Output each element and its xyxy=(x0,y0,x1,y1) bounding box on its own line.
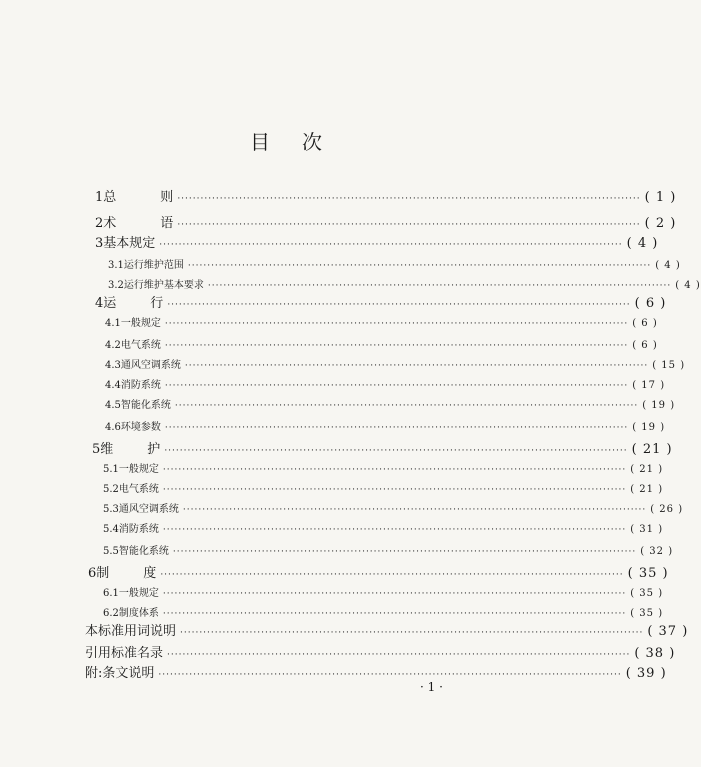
toc-entry-page: ( 26 ) xyxy=(650,504,684,515)
toc-entry[interactable] xyxy=(103,584,664,604)
toc-entry[interactable] xyxy=(95,186,677,206)
toc-entry-label: 运 xyxy=(103,296,117,311)
toc-entry-page: ( 19 ) xyxy=(632,422,666,433)
toc-entry[interactable] xyxy=(103,542,674,562)
toc-entry-label: 消防系统 xyxy=(120,380,161,391)
toc-entry[interactable] xyxy=(108,256,681,276)
toc-entry-number: 1 xyxy=(95,190,104,205)
toc-entry-page: ( 1 ) xyxy=(644,190,677,205)
toc-entry-label: 一般规定 xyxy=(118,588,159,599)
toc-entry-label: 通风空调系统 xyxy=(120,360,181,371)
toc-entry-number: 4.1 xyxy=(105,318,121,329)
toc-leader-dots: ························································································································ xyxy=(164,423,629,433)
toc-entry[interactable] xyxy=(92,438,673,458)
toc-entry-page: ( 39 ) xyxy=(625,666,667,681)
toc-entry[interactable] xyxy=(85,642,676,662)
toc-entry-page: ( 6 ) xyxy=(632,340,658,351)
toc-entry-page: ( 37 ) xyxy=(647,624,689,639)
toc-leader-dots: ························································································································ xyxy=(167,650,631,660)
toc-entry-label: 智能化系统 xyxy=(120,400,171,411)
toc-entry-label: 则 xyxy=(160,190,174,205)
toc-leader-dots: ························································································································ xyxy=(158,670,622,680)
toc-entry-page: ( 31 ) xyxy=(630,524,664,535)
toc-entry-label: 一般规定 xyxy=(120,318,161,329)
toc-entry-page: ( 21 ) xyxy=(630,464,664,475)
toc-leader-dots: ························································································································ xyxy=(164,341,629,351)
toc-entry-label: 本标准用词说明 xyxy=(85,624,177,639)
toc-entry-page: ( 4 ) xyxy=(626,236,659,251)
toc-entry[interactable] xyxy=(103,520,664,540)
toc-entry[interactable] xyxy=(103,460,664,480)
toc-leader-dots: ························································································································ xyxy=(162,465,627,475)
toc-entry-page: ( 38 ) xyxy=(634,646,676,661)
toc-entry-label: 行 xyxy=(150,296,164,311)
toc-entry-label: 制 xyxy=(96,566,110,581)
toc-entry-number: 5.4 xyxy=(103,524,119,535)
toc-leader-dots: ························································································································ xyxy=(164,381,629,391)
toc-entry[interactable] xyxy=(105,376,666,396)
toc-leader-dots: ························································································································ xyxy=(207,281,672,291)
toc-entry-page: ( 32 ) xyxy=(640,546,674,557)
toc-entry[interactable] xyxy=(85,620,689,640)
toc-entry-number: 4 xyxy=(95,296,104,311)
toc-entry[interactable] xyxy=(103,500,684,520)
toc-entry-number: 3.1 xyxy=(108,260,124,271)
toc-leader-dots: ························································································································ xyxy=(159,240,623,250)
toc-leader-dots: ························································································································ xyxy=(182,505,647,515)
toc-entry-page: ( 35 ) xyxy=(630,608,664,619)
toc-entry-label: 制度体系 xyxy=(118,608,159,619)
toc-entry-number: 2 xyxy=(95,216,104,231)
toc-entry-number: 6.2 xyxy=(103,608,119,619)
toc-entry-label: 引用标准名录 xyxy=(85,646,164,661)
heading-char-1: 目 xyxy=(250,130,270,154)
toc-leader-dots: ························································································································ xyxy=(162,609,627,619)
toc-entry-number: 6.1 xyxy=(103,588,119,599)
toc-leader-dots: ························································································································ xyxy=(180,628,644,638)
toc-entry-label: 维 xyxy=(100,442,114,457)
toc-leader-dots: ························································································································ xyxy=(187,261,652,271)
toc-entry-number: 3 xyxy=(95,236,104,251)
toc-entry[interactable] xyxy=(88,562,669,582)
toc-leader-dots: ························································································································ xyxy=(167,300,631,310)
toc-leader-dots: ························································································································ xyxy=(184,361,649,371)
toc-entry-number: 5.1 xyxy=(103,464,119,475)
toc-entry[interactable] xyxy=(105,396,676,416)
toc-entry[interactable] xyxy=(105,356,686,376)
toc-entry-label: 通风空调系统 xyxy=(118,504,179,515)
toc-entry-page: ( 35 ) xyxy=(630,588,664,599)
toc-entry-page: ( 17 ) xyxy=(632,380,666,391)
toc-entry-label: 运行维护范围 xyxy=(123,260,184,271)
toc-entry[interactable] xyxy=(105,314,658,334)
toc-entry-label: 运行维护基本要求 xyxy=(123,280,204,291)
toc-entry-label: 消防系统 xyxy=(118,524,159,535)
toc-leader-dots: ························································································································ xyxy=(177,220,641,230)
toc-entry[interactable] xyxy=(105,418,666,438)
toc-leader-dots: ························································································································ xyxy=(172,547,637,557)
toc-entry-label: 语 xyxy=(160,216,174,231)
toc-entry-page: ( 4 ) xyxy=(655,260,681,271)
toc-leader-dots: ························································································································ xyxy=(162,485,627,495)
toc-entry-number: 5 xyxy=(92,442,101,457)
toc-entry-page: ( 19 ) xyxy=(642,400,676,411)
toc-entry-page: ( 4 ) xyxy=(675,280,701,291)
toc-leader-dots: ························································································································ xyxy=(177,194,641,204)
toc-entry-number: 4.3 xyxy=(105,360,121,371)
toc-entry-label: 附:条文说明 xyxy=(85,666,155,681)
heading-char-2: 次 xyxy=(302,130,322,154)
toc-entry-label: 总 xyxy=(103,190,117,205)
toc-entry-number: 4.4 xyxy=(105,380,121,391)
toc-entry-number: 5.5 xyxy=(103,546,119,557)
toc-entry[interactable] xyxy=(95,232,659,252)
toc-entry-label: 电气系统 xyxy=(118,484,159,495)
toc-leader-dots: ························································································································ xyxy=(162,589,627,599)
toc-entry-number: 5.3 xyxy=(103,504,119,515)
toc-entry-number: 3.2 xyxy=(108,280,124,291)
toc-entry[interactable] xyxy=(103,480,664,500)
toc-entry-label: 环境参数 xyxy=(120,422,161,433)
toc-entry-page: ( 6 ) xyxy=(632,318,658,329)
toc-entry-page: ( 2 ) xyxy=(644,216,677,231)
toc-entry-label: 基本规定 xyxy=(103,236,156,251)
toc-entry[interactable] xyxy=(95,292,667,312)
toc-leader-dots: ························································································································ xyxy=(164,446,628,456)
toc-leader-dots: ························································································································ xyxy=(162,525,627,535)
toc-entry-page: ( 21 ) xyxy=(630,484,664,495)
toc-entry-number: 4.6 xyxy=(105,422,121,433)
page-number: · 1 · xyxy=(420,680,443,694)
toc-entry-number: 4.2 xyxy=(105,340,121,351)
toc-leader-dots: ························································································································ xyxy=(174,401,639,411)
toc-leader-dots: ························································································································ xyxy=(164,319,629,329)
toc-entry-number: 5.2 xyxy=(103,484,119,495)
toc-entry-page: ( 15 ) xyxy=(652,360,686,371)
toc-entry-page: ( 6 ) xyxy=(634,296,667,311)
toc-entry-label: 电气系统 xyxy=(120,340,161,351)
toc-entry-page: ( 21 ) xyxy=(631,442,673,457)
toc-entry-label: 护 xyxy=(147,442,161,457)
toc-entry-page: ( 35 ) xyxy=(627,566,669,581)
toc-entry-label: 智能化系统 xyxy=(118,546,169,557)
toc-entry-label: 一般规定 xyxy=(118,464,159,475)
toc-entry[interactable] xyxy=(85,662,667,682)
toc-entry-number: 6 xyxy=(88,566,97,581)
toc-entry-label: 术 xyxy=(103,216,117,231)
toc-entry[interactable] xyxy=(95,212,677,232)
toc-entry[interactable] xyxy=(105,336,658,356)
toc-entry-number: 4.5 xyxy=(105,400,121,411)
toc-leader-dots: ························································································································ xyxy=(160,570,624,580)
toc-entry-label: 度 xyxy=(143,566,157,581)
